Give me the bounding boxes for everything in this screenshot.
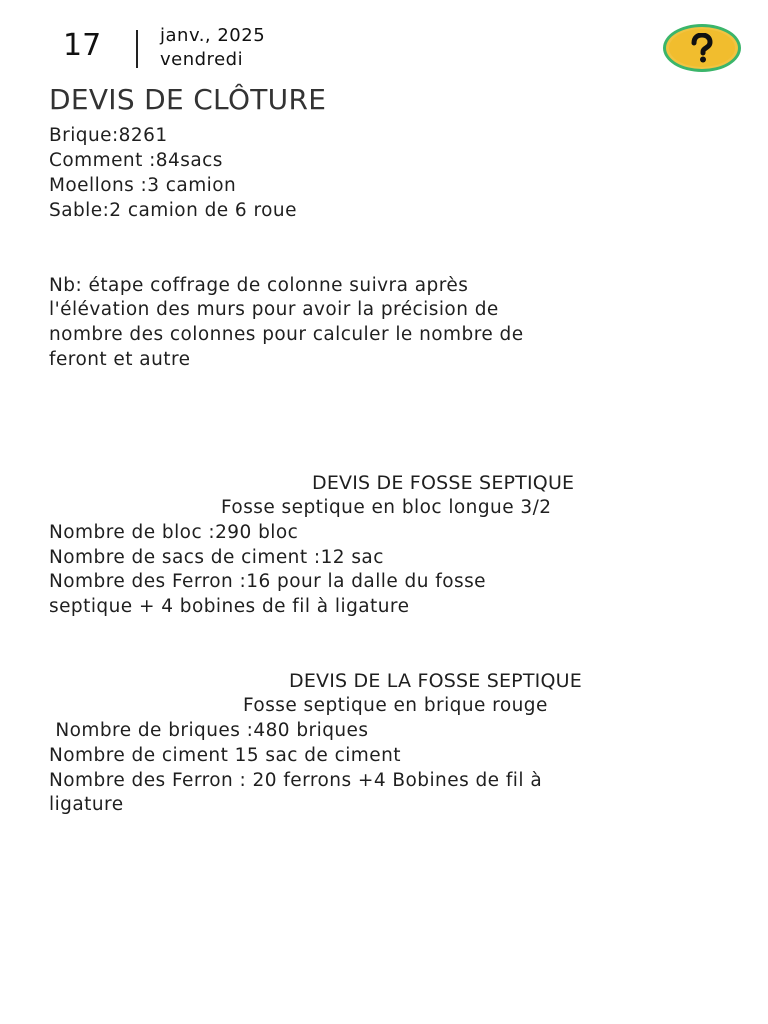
fosse-bloc-line: Nombre de sacs de ciment :12 sac [49, 547, 384, 568]
section-heading: DEVIS DE LA FOSSE SEPTIQUE [289, 670, 582, 692]
section-subheading: Fosse septique en brique rouge [243, 695, 548, 716]
fosse-brique-line: Nombre de briques :480 briques [49, 720, 369, 741]
section-heading: DEVIS DE FOSSE SEPTIQUE [312, 472, 575, 494]
help-button[interactable] [663, 24, 741, 72]
note-line: nombre des colonnes pour calculer le nombre de [49, 324, 524, 345]
date-weekday: vendredi [160, 49, 244, 70]
fosse-brique-line: Nombre des Ferron : 20 ferrons +4 Bobines de fil à [49, 770, 543, 791]
fosse-bloc-line: Nombre de bloc :290 bloc [49, 522, 299, 543]
page-title: DEVIS DE CLÔTURE [49, 83, 327, 116]
note-line: Nb: étape coffrage de colonne suivra après [49, 275, 469, 296]
note-line: feront et autre [49, 349, 191, 370]
cloture-item: Moellons :3 camion [49, 175, 237, 196]
cloture-item: Comment :84sacs [49, 150, 223, 171]
fosse-bloc-line: Nombre des Ferron :16 pour la dalle du fosse [49, 571, 486, 592]
cloture-item: Brique:8261 [49, 125, 168, 146]
fosse-brique-line: Nombre de ciment 15 sac de ciment [49, 745, 401, 766]
date-separator [136, 30, 138, 68]
cloture-item: Sable:2 camion de 6 roue [49, 200, 297, 221]
note-line: l'élévation des murs pour avoir la précision de [49, 299, 499, 320]
date-month-year: janv., 2025 [160, 25, 266, 46]
help-icon [689, 33, 715, 63]
date-day: 17 [63, 28, 102, 63]
section-subheading: Fosse septique en bloc longue 3/2 [221, 497, 552, 518]
fosse-brique-line: ligature [49, 794, 124, 815]
fosse-bloc-line: septique + 4 bobines de fil à ligature [49, 596, 410, 617]
